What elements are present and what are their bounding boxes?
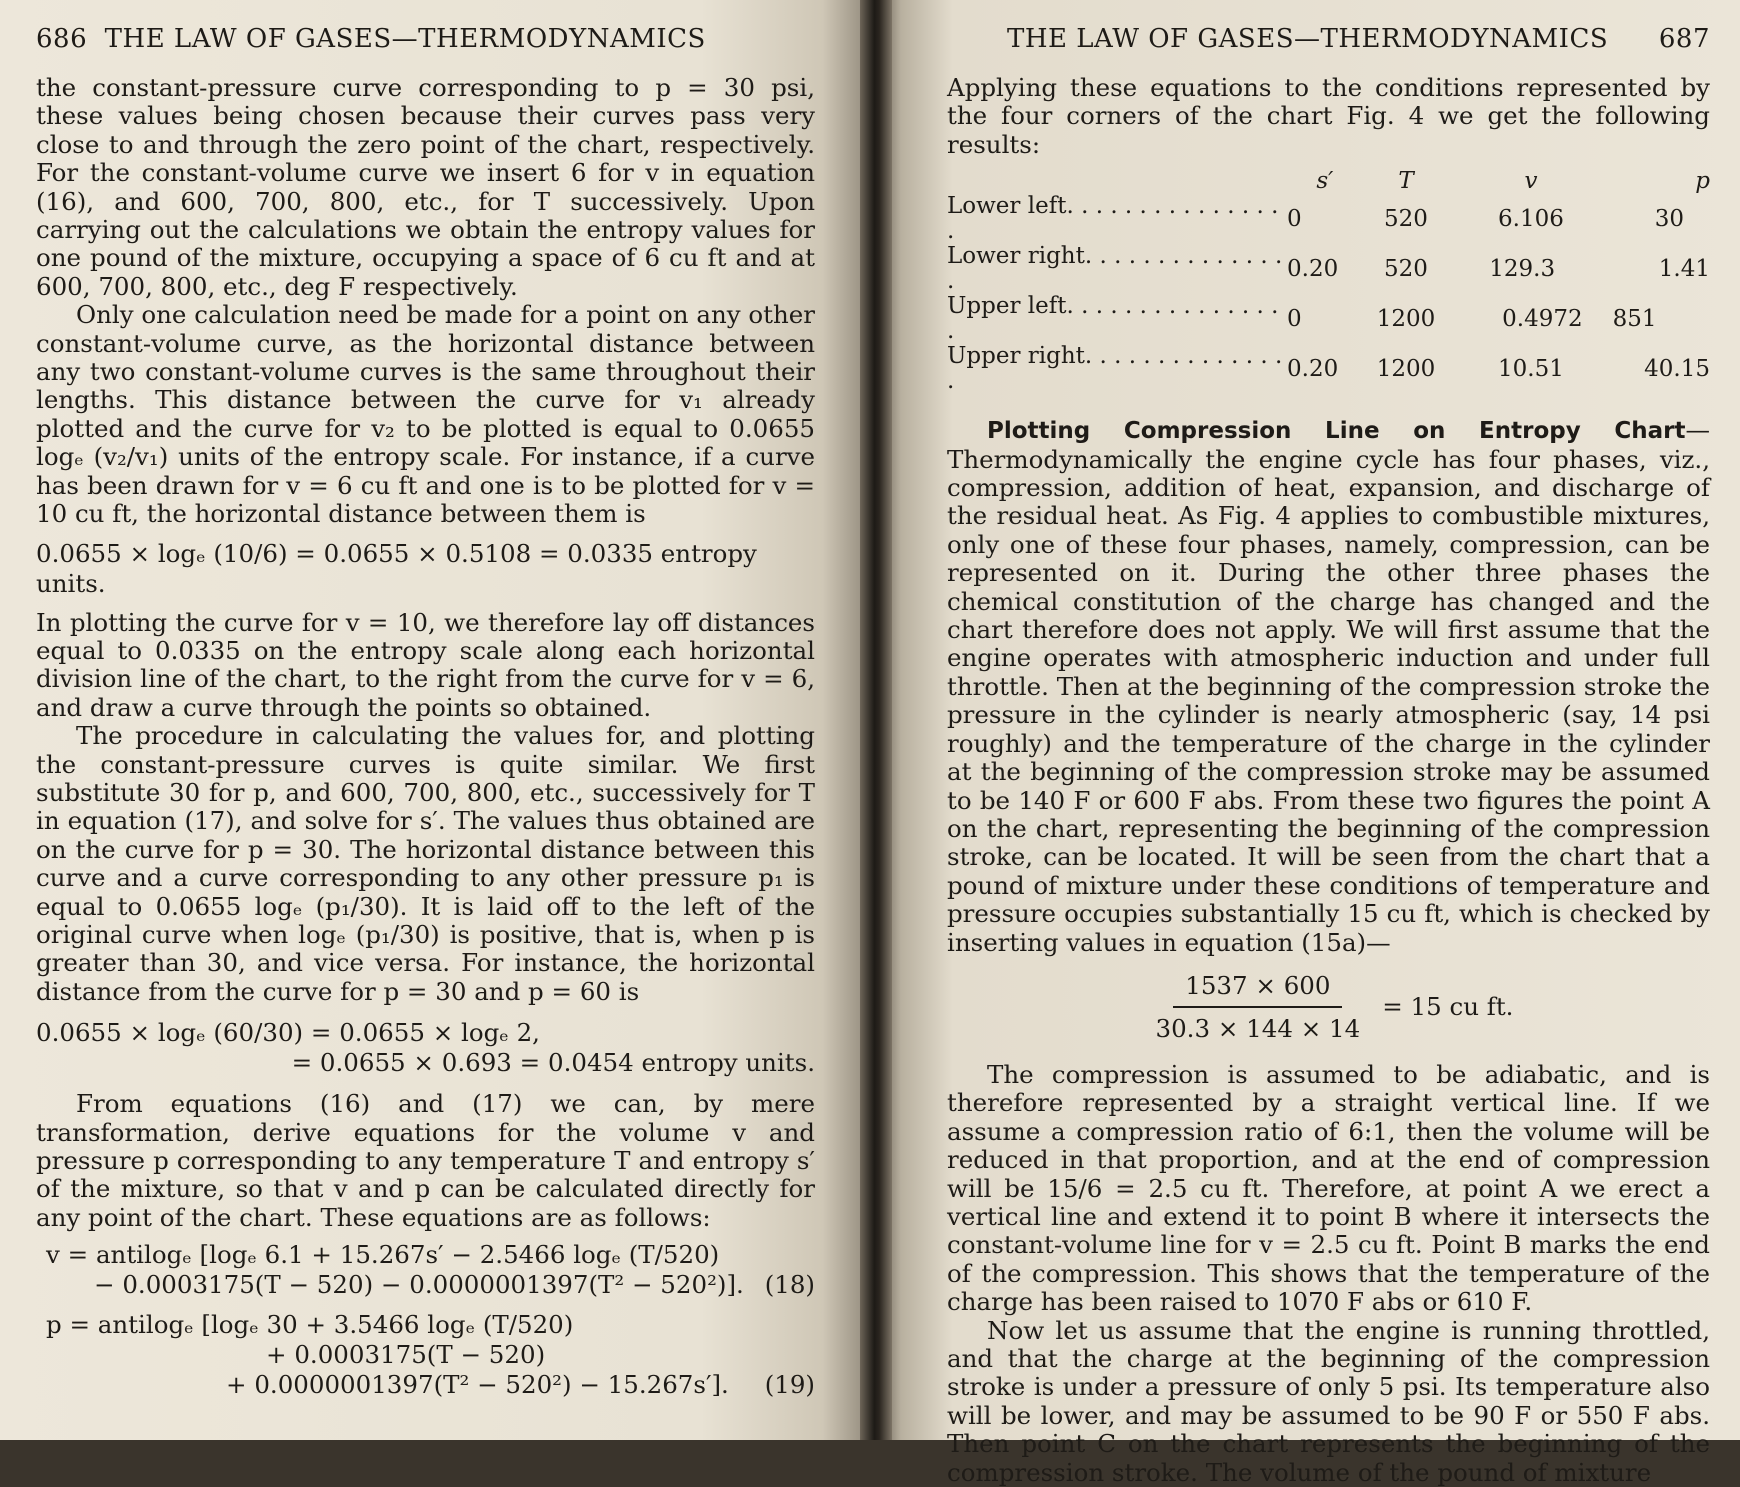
cell-s: 0 (1287, 205, 1302, 232)
cell-v: 10.51 (1498, 355, 1564, 382)
cell-p: 851 (1612, 305, 1657, 332)
cell-t: 1200 (1376, 305, 1436, 332)
right-page-number: 687 (1658, 24, 1710, 54)
fraction-numerator: 1537 × 600 (1173, 971, 1342, 1008)
cell-t: 520 (1384, 205, 1428, 232)
cell-p: 40.15 (1644, 355, 1710, 382)
fraction-result: = 15 cu ft. (1382, 992, 1514, 1022)
table-row (947, 344, 1710, 394)
right-intro-paragraph: Applying these equations to the conditions represented by the four corners of the chart Fig. 4 we get the following results: (947, 73, 1710, 159)
left-running-head (36, 24, 815, 54)
right-running-title: THE LAW OF GASES—THERMODYNAMICS (1007, 24, 1609, 54)
cell-p: 1.41 (1658, 255, 1710, 282)
equation-19 (36, 1310, 815, 1400)
table-row (947, 244, 1710, 294)
table-row (947, 194, 1710, 244)
left-running-title: THE LAW OF GASES—THERMODYNAMICS (104, 24, 706, 54)
right-paragraph-1-text: —Thermodynamically the engine cycle has four phases, viz., compression, addition of heat, expansion, and discharge of the residual heat. As Fig. 4 applies to combustible mixtures, only one of these four phases, namely, compression, can be represented on it. During the other three phases the chemical constitution of the charge has changed and the chart therefore does not apply. We will first assume that the engine operates with atmospheric induction and under full throttle. Then at the beginning of the compression stroke the pressure in the cylinder is nearly atmospheric (say, 14 psi roughly) and the temperature of the charge in the cylinder at the beginning of the compression stroke may be assumed to be 140 F or 600 F abs. From these two figures the point A on the chart, representing the beginning of the compression stroke, can be located. It will be seen from the chart that a pound of mixture under these conditions of temperature and pressure occupies substantially 15 cu ft, which is checked by inserting values in equation (15a)— (947, 415, 1710, 957)
header-entropy: s′ (1316, 168, 1334, 195)
equation-line-1: 0.0655 × logₑ (60/30) = 0.0655 × logₑ 2, (36, 1018, 540, 1048)
row-label: Lower right. . . . . . . . . . . . . . . (947, 243, 1283, 295)
equation-entropy-distance-v: 0.0655 × logₑ (10/6) = 0.0655 × 0.5108 = 0.0335 entropy units. (36, 538, 757, 598)
cell-t: 1200 (1376, 355, 1436, 382)
right-paragraph-2: The compression is assumed to be adiabatic, and is therefore represented by a straight vertical line. If we assume a compression ratio of 6:1, then the volume will be reduced in that proportion, and at the end of compression will be 15/6 = 2.5 cu ft. Therefore, at point A we erect a vertical line and extend it to point B where it intersects the constant-volume line for v = 2.5 cu ft. Point B marks the end of the compression. This shows that the temperature of the charge has been raised to 1070 F abs or 610 F. (947, 1059, 1710, 1317)
equation-18-continuation: − 0.0003175(T − 520) − 0.0000001397(T² − 520²)]. (94, 1270, 744, 1300)
left-paragraph-1: the constant-pressure curve corresponding to p = 30 psi, these values being chosen because their curves pass very close to and through the zero point of the chart, respectively. For the constant-volume curve we insert 6 for v in equation (16), and 600, 700, 800, etc., for T successively. Upon carrying out the calculations we obtain the entropy values for one pound of the mixture, occupying a space of 6 cu ft and at 600, 700, 800, etc., deg F respectively. (36, 73, 815, 301)
left-paragraph-5: From equations (16) and (17) we can, by mere transformation, derive equations for the volume v and pressure p corresponding to any temperature T and entropy s′ of the mixture, so that v and p can be calculated directly for any point of the chart. These equations are as follows: (36, 1089, 815, 1232)
results-table-header-row (947, 169, 1710, 194)
left-paragraph-2: Only one calculation need be made for a point on any other constant-volume curve, as the horizontal distance between any two constant-volume curves is the same throughout their lengths. This distance between the curve for v₁ already plotted and the curve for v₂ to be plotted is equal to 0.0655 logₑ (v₂/v₁) units of the entropy scale. For instance, if a curve has been drawn for v = 6 cu ft and one is to be plotted for v = 10 cu ft, the horizontal distance between them is (36, 300, 815, 529)
table-row (947, 294, 1710, 344)
right-paragraph-1 (947, 416, 1710, 957)
right-paragraph-3: Now let us assume that the engine is running throttled, and that the charge at the beginning of the compression stroke is under a pressure of only 5 psi. Its temperature also will be lower, and may be assumed to be 90 F or 550 F abs. Then point C on the chart represents the beginning of the compression stroke. The volume of the pound of mixture (947, 1315, 1710, 1487)
cell-s: 0.20 (1287, 355, 1339, 382)
cell-s: 0.20 (1287, 255, 1339, 282)
equation-18 (36, 1240, 815, 1300)
equation-19-number: (19) (764, 1370, 815, 1400)
left-paragraph-4: The procedure in calculating the values for, and plotting the constant-pressure curves is quite similar. We first substitute 30 for p, and 600, 700, 800, etc., successively for T in equation (17), and solve for s′. The values thus obtained are on the curve for p = 30. The horizontal distance between this curve and a curve corresponding to any other pressure p₁ is equal to 0.0655 logₑ (p₁/30). It is laid off to the left of the original curve when logₑ (p₁/30) is positive, that is, when p is greater than 30, and vice versa. For instance, the horizontal distance from the curve for p = 30 and p = 60 is (36, 721, 815, 1006)
equation-line-2: = 0.0655 × 0.693 = 0.0454 entropy units. (291, 1048, 815, 1078)
cell-v: 129.3 (1489, 255, 1556, 282)
volume-fraction-equation (947, 971, 1710, 1043)
cell-p: 30 (1654, 205, 1684, 232)
equation-19-line-2: + 0.0003175(T − 520) (266, 1340, 546, 1370)
equation-entropy-distance-p (36, 1018, 815, 1078)
left-page-number: 686 (36, 24, 88, 54)
row-label: Lower left. . . . . . . . . . . . . . . . (947, 193, 1279, 245)
header-volume: v (1524, 168, 1538, 195)
left-page-number-and-title (36, 24, 706, 54)
equation-18-line-2 (36, 1270, 815, 1300)
cell-t: 520 (1384, 255, 1428, 282)
row-label: Upper right. . . . . . . . . . . . . . . (947, 343, 1283, 395)
section-heading: Plotting Compression Line on Entropy Chart (987, 418, 1686, 445)
cell-s: 0 (1287, 305, 1302, 332)
cell-v: 0.4972 (1502, 305, 1583, 332)
fraction-denominator: 30.3 × 144 × 14 (1155, 1013, 1361, 1043)
header-temperature: T (1398, 168, 1414, 195)
fraction (1144, 971, 1373, 1043)
cell-v: 6.106 (1498, 205, 1564, 232)
right-running-head (947, 24, 1710, 54)
header-pressure: p (1695, 168, 1710, 195)
equation-18-number: (18) (764, 1270, 815, 1300)
results-table (947, 169, 1710, 394)
equation-19-continuation: + 0.0000001397(T² − 520²) − 15.267s′]. (226, 1370, 729, 1400)
row-label: Upper left. . . . . . . . . . . . . . . . (947, 293, 1279, 345)
left-paragraph-3: In plotting the curve for v = 10, we therefore lay off distances equal to 0.0335 on the entropy scale along each horizontal division line of the chart, to the right from the curve for v = 6, and draw a curve through the points so obtained. (36, 607, 815, 722)
right-page (875, 0, 1740, 1487)
book-gutter (860, 0, 892, 1440)
equation-19-line-3 (36, 1370, 815, 1400)
equation-19-line-1: p = antilogₑ [logₑ 30 + 3.5466 logₑ (T/520) (46, 1310, 574, 1340)
header-blank (947, 169, 1287, 194)
equation-18-line-1: v = antilogₑ [logₑ 6.1 + 15.267s′ − 2.5466 logₑ (T/520) (46, 1240, 720, 1270)
left-page (0, 0, 875, 1440)
